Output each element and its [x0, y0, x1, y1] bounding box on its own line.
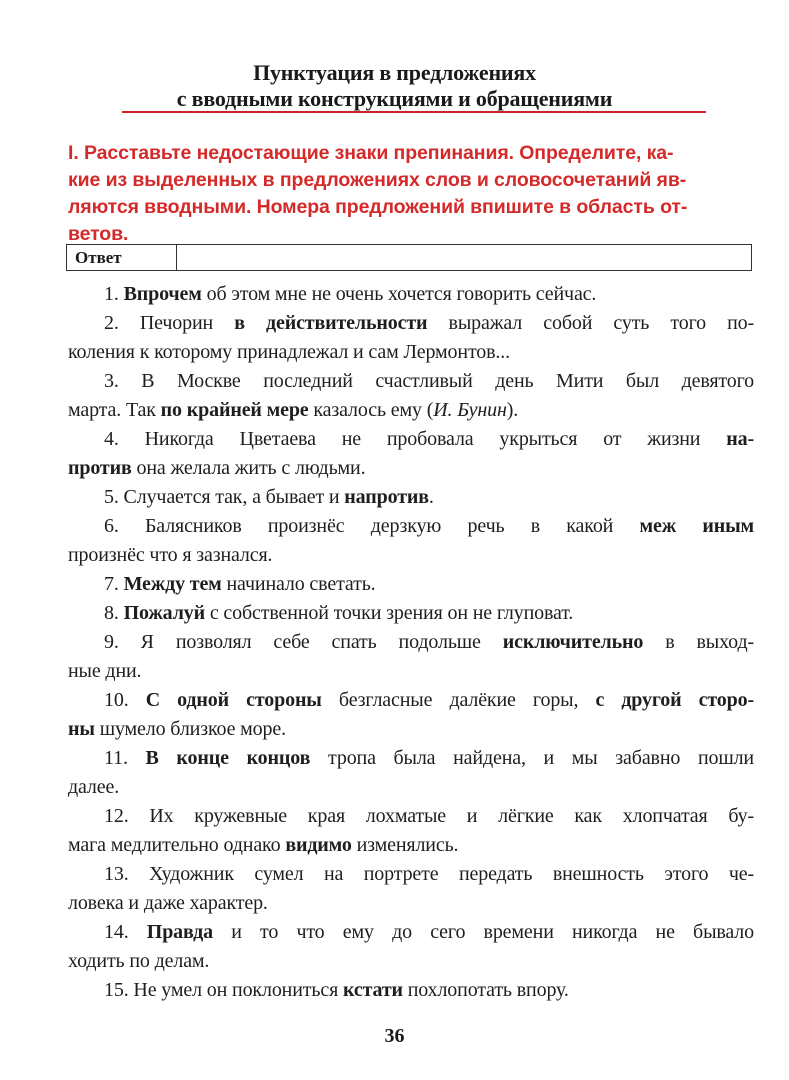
- sentence-item: [68, 599, 754, 628]
- sentence-text: 7.: [104, 573, 124, 595]
- sentence-item: [68, 280, 754, 309]
- sentence-text: с собственной точки зрения он не глуповат.: [205, 602, 574, 624]
- sentence-item: [68, 860, 754, 918]
- sentence-line: [68, 512, 754, 541]
- task-line: I. Расставьте недостающие знаки препинания. Определите, ка-: [68, 142, 674, 164]
- sentence-line: [68, 889, 754, 918]
- sentence-text: ).: [506, 399, 519, 421]
- page-title-line1: Пунктуация в предложениях: [253, 60, 536, 85]
- sentence-line: [68, 831, 754, 860]
- sentence-text: 8.: [104, 602, 124, 624]
- sentence-text: далее.: [68, 776, 120, 798]
- highlighted-phrase: Пожалуй: [123, 602, 205, 624]
- sentence-text: безгласные далёкие горы,: [321, 689, 596, 711]
- highlighted-phrase: против: [68, 457, 132, 479]
- sentence-list: [68, 280, 754, 1005]
- highlighted-phrase: ны: [68, 718, 95, 740]
- sentence-text: казалось ему (: [308, 399, 434, 421]
- answer-input[interactable]: [177, 245, 751, 270]
- sentence-line: [68, 773, 754, 802]
- sentence-line: [68, 628, 754, 657]
- sentence-text: 3. В Москве последний счастливый день Мити был девятого: [104, 370, 754, 392]
- sentence-text: 9. Я позволял себе спать подольше: [104, 631, 503, 653]
- sentence-item: [68, 686, 754, 744]
- sentence-item: [68, 309, 754, 367]
- sentence-line: [68, 454, 754, 483]
- sentence-item: [68, 512, 754, 570]
- highlighted-phrase: исключительно: [502, 631, 644, 653]
- task-line: ляются вводными. Номера предложений впишите в область от-: [68, 196, 688, 218]
- sentence-line: [68, 976, 754, 1005]
- sentence-line: [68, 541, 754, 570]
- sentence-text: 1.: [104, 283, 124, 305]
- sentence-line: [68, 947, 754, 976]
- sentence-item: [68, 425, 754, 483]
- sentence-text: 4. Никогда Цветаева не пробовала укрыться от жизни: [104, 428, 727, 450]
- sentence-item: [68, 918, 754, 976]
- page-number: 36: [384, 1025, 405, 1047]
- sentence-line: [68, 570, 754, 599]
- sentence-text: марта. Так: [68, 399, 161, 421]
- highlighted-phrase: меж иным: [639, 515, 755, 537]
- sentence-text: 12. Их кружевные края лохматые и лёгкие как хлопчатая бу-: [104, 805, 754, 827]
- sentence-text: в выход-: [643, 631, 754, 653]
- sentence-line: [68, 918, 754, 947]
- sentence-text: начинало светать.: [221, 573, 376, 595]
- sentence-line: [68, 686, 754, 715]
- sentence-text: .: [428, 486, 434, 508]
- highlighted-phrase: в действительности: [234, 312, 428, 334]
- highlighted-phrase: кстати: [342, 979, 403, 1001]
- sentence-text: ные дни.: [68, 660, 142, 682]
- highlighted-phrase: С одной стороны: [145, 689, 322, 711]
- sentence-text: 15. Не умел он поклониться: [104, 979, 343, 1001]
- sentence-text: и то что ему до сего времени никогда не бывало: [213, 921, 754, 943]
- highlighted-phrase: видимо: [285, 834, 352, 856]
- sentence-item: [68, 367, 754, 425]
- title-underline-divider: [122, 111, 706, 113]
- sentence-text: тропа была найдена, и мы забавно пошли: [310, 747, 754, 769]
- sentence-line: [68, 483, 754, 512]
- sentence-text: 11.: [104, 747, 146, 769]
- highlighted-phrase: Впрочем: [123, 283, 202, 305]
- answer-label: Ответ: [67, 245, 177, 270]
- highlighted-phrase: Правда: [146, 921, 213, 943]
- sentence-text: 14.: [104, 921, 147, 943]
- sentence-line: [68, 425, 754, 454]
- highlighted-phrase: по крайней мере: [160, 399, 309, 421]
- sentence-line: [68, 744, 754, 773]
- task-line: ветов.: [68, 223, 129, 245]
- sentence-text: изменялись.: [351, 834, 459, 856]
- highlighted-phrase: Между тем: [123, 573, 222, 595]
- sentence-text: мага медлительно однако: [68, 834, 286, 856]
- sentence-line: [68, 367, 754, 396]
- highlighted-phrase: В конце концов: [145, 747, 311, 769]
- sentence-text: коления к которому принадлежал и сам Лермонтов...: [68, 341, 510, 363]
- sentence-text: ловека и даже характер.: [68, 892, 268, 914]
- sentence-text: 13. Художник сумел на портрете передать внешность этого че-: [104, 863, 754, 885]
- sentence-item: [68, 570, 754, 599]
- sentence-text: 2. Печорин: [104, 312, 235, 334]
- sentence-text: ходить по делам.: [68, 950, 210, 972]
- sentence-line: [68, 657, 754, 686]
- sentence-line: [68, 715, 754, 744]
- highlighted-phrase: напротив: [344, 486, 429, 508]
- sentence-item: [68, 744, 754, 802]
- sentence-item: [68, 802, 754, 860]
- sentence-item: [68, 976, 754, 1005]
- sentence-text: шумело близкое море.: [94, 718, 286, 740]
- sentence-text: она желала жить с людьми.: [131, 457, 366, 479]
- sentence-line: [68, 396, 754, 425]
- sentence-text: 5. Случается так, а бывает и: [104, 486, 345, 508]
- sentence-text: И. Бунин: [433, 399, 507, 421]
- highlighted-phrase: на-: [726, 428, 754, 450]
- sentence-text: выражал собой суть того по-: [427, 312, 755, 334]
- sentence-line: [68, 309, 754, 338]
- sentence-text: 10.: [104, 689, 146, 711]
- task-line: кие из выделенных в предложениях слов и словосочетаний яв-: [68, 169, 687, 191]
- page-title-line2: с вводными конструкциями и обращениями: [176, 86, 613, 111]
- sentence-line: [68, 599, 754, 628]
- sentence-item: [68, 483, 754, 512]
- task-instructions: [68, 140, 754, 248]
- sentence-line: [68, 802, 754, 831]
- sentence-text: 6. Балясников произнёс дерзкую речь в какой: [104, 515, 640, 537]
- sentence-text: произнёс что я зазнался.: [68, 544, 273, 566]
- sentence-line: [68, 280, 754, 309]
- sentence-item: [68, 628, 754, 686]
- sentence-text: об этом мне не очень хочется говорить сейчас.: [201, 283, 597, 305]
- sentence-line: [68, 338, 754, 367]
- sentence-text: похлопотать впору.: [402, 979, 569, 1001]
- sentence-line: [68, 860, 754, 889]
- highlighted-phrase: с другой сторо-: [595, 689, 754, 711]
- answer-box: [66, 244, 752, 271]
